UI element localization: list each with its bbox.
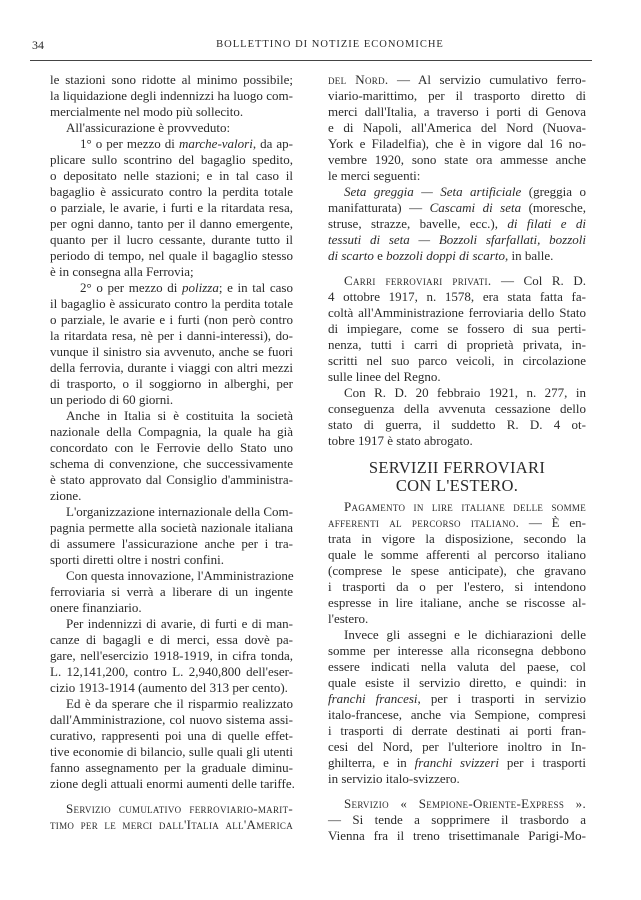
text-line: SERVIZII FERROVIARI: [368, 458, 546, 477]
text-line: e di Napoli, all'America del Nord (Nuova-: [328, 120, 586, 135]
italic-text: Seta greggia — Seta artificiale: [344, 184, 522, 199]
text: — Col R. D.: [491, 273, 586, 288]
text-line: nenza, tutti i carri di proprietà privata, in-: [328, 337, 586, 352]
italic-text: franchi francesi: [328, 691, 418, 706]
text: manifatturata) —: [328, 200, 430, 215]
text-line: [328, 248, 586, 264]
text-line: italo-francese, anche via Sempione, compresi: [328, 707, 586, 722]
text-line: trata in vigore la disposizione, secondo la: [328, 531, 586, 546]
text-line: [50, 280, 293, 296]
text-line: di assumere l'assicurazione anche per i tra-: [50, 536, 293, 551]
text-line: curativo, rappresenti poi una di quelle effet-: [50, 728, 293, 743]
text-line: cesi del Nord, per l'ulteriore inoltro in In-: [328, 739, 586, 754]
text-line: è stato approvato dal Consiglio d'amministra-: [50, 472, 293, 487]
text-line: [328, 499, 586, 515]
italic-text: di filati e di: [507, 216, 586, 231]
italic-text: franchi svizzeri: [414, 755, 499, 770]
text-line: tive economie di bilancio, sulle quali gli utenti: [50, 744, 293, 759]
text-line: espresse in lire italiane, anche se riscosse al-: [328, 595, 586, 610]
text-line: concordato con le Ferrovie dello Stato uno: [50, 440, 293, 455]
text-line: di trasporto, o il soggiorno in alberghi, per: [50, 376, 293, 391]
text: (moresche,: [521, 200, 586, 215]
text-line: sulle linee del Regno.: [328, 369, 441, 384]
text-line: Con R. D. 20 febbraio 1921, n. 277, in: [344, 385, 586, 400]
text-line: cizio 1913-1914 (aumento del 313 per cento).: [50, 680, 288, 695]
section-title: [328, 459, 586, 495]
text: (greggia o: [521, 184, 586, 199]
small-caps-heading: Carri ferroviari privati.: [344, 273, 492, 288]
text-line: vembre 1920, sono state ora ammesse anche: [328, 152, 586, 167]
text-line: o parziale, le avarie, i furti e la ritardata resa,: [50, 200, 293, 215]
paragraph: [50, 504, 293, 568]
text-line: L. 12,141,200, contro L. 2,940,800 dell'eser-: [50, 664, 293, 679]
text-line: [50, 801, 293, 817]
text-line: plicare sullo scontrino del bagaglio spedito,: [50, 152, 293, 167]
text-line: 4 ottobre 1917, n. 1578, era stata fatta fa-: [328, 289, 586, 304]
small-caps-heading: Pagamento in lire italiane delle somme: [344, 499, 586, 514]
text-line: gare, nell'esercizio 1918-1919, in cifra tonda,: [50, 648, 293, 663]
text-line: zione degli attuali enormi aumenti delle tariffe.: [50, 776, 295, 791]
text-line: essere indicati nella valuta del paese, col: [328, 659, 586, 674]
text-line: fanno assegnamento per la graduale diminu-: [50, 760, 293, 775]
text-line: in servizio italo-svizzero.: [328, 771, 460, 786]
text-line: Con questa innovazione, l'Amministrazione: [66, 568, 294, 583]
text-line: mercialmente nel modo più sollecito.: [50, 104, 244, 119]
paragraph: [50, 568, 293, 616]
small-caps-heading: Servizio cumulativo ferroviario-marit-: [66, 801, 293, 816]
text-line: viario-marittimo, per il trasporto diretto di: [328, 88, 586, 103]
text-line: Anche in Italia si è costituita la società: [66, 408, 293, 423]
italic-text: di scarto: [328, 248, 374, 263]
text-line: [328, 755, 586, 771]
text-line: merci dall'Italia, a traverso i porti di Genova: [328, 104, 586, 119]
text-line: quale esiste il servizio diretto, e quindi: in: [328, 675, 586, 690]
text-line: [328, 184, 586, 200]
text-line: [328, 691, 586, 707]
small-caps-heading: Servizio « Sempione-Oriente-Express ».: [344, 796, 586, 811]
text-line: dall'Amministrazione, col nuovo sistema assi-: [50, 712, 293, 727]
small-caps-heading: afferenti al percorso italiano.: [328, 515, 520, 530]
text-line: sporti diretti oltre i nostri confini.: [50, 552, 225, 567]
text-line: della ferrovia, durante i viaggi con altri mezzi: [50, 360, 293, 375]
text-line: [50, 817, 293, 833]
text-line: i trasporti da o per l'estero, si intendono: [328, 579, 586, 594]
italic-text: Cascami di seta: [429, 200, 522, 215]
text-line: di impiegare, come se fossero di sua perti-: [328, 321, 586, 336]
text-line: canze di bagagli e di merci, essa dovè pa-: [50, 632, 293, 647]
text-line: Invece gli assegni e le dichiarazioni delle: [344, 627, 586, 642]
text-line: [328, 515, 586, 531]
text-line: [328, 200, 586, 216]
text-line: l'estero.: [328, 611, 369, 626]
italic-text: marche-valori: [178, 136, 253, 151]
paragraph: [50, 280, 293, 408]
small-caps-heading: timo per le merci dall'Italia all'America: [50, 817, 293, 832]
text-line: zione.: [50, 488, 82, 503]
paragraph: [328, 273, 586, 385]
text-line: All'assicurazione è provveduto:: [66, 120, 231, 135]
paragraph: [50, 120, 293, 136]
text-line: il bagaglio è assicurato contro la perdita totale: [50, 296, 293, 311]
text: per i trasporti: [499, 755, 586, 770]
text-line: (comprese le spese anticipate), che gravano: [328, 563, 586, 578]
italic-text: bozzoli doppi di scarto: [386, 248, 505, 263]
paragraph: [328, 385, 586, 449]
text-line: schema di convenzione, che successivamente: [50, 456, 293, 471]
text-line: Vienna fra il treno trisettimanale Parigi-Mo-: [328, 828, 586, 843]
text-line: la liquidazione degli indennizzi ha luogo com-: [50, 88, 293, 103]
text-line: vunque il sinistro sia avvenuto, anche se fuori: [50, 344, 293, 359]
text: — È en-: [519, 515, 586, 530]
text-line: per ogni danno, tanto per il danno emergente,: [50, 216, 293, 231]
text-line: — Si tende a sopprimere il trasbordo a: [328, 812, 586, 827]
paragraph: [50, 801, 293, 833]
text-line: CON L'ESTERO.: [395, 476, 519, 495]
text-line: stato di guerra, il suddetto R. D. 4 ot-: [328, 417, 586, 432]
text-line: York e Filadelfia), che è in vigore dal 16 no-: [328, 136, 586, 151]
paragraph: [328, 627, 586, 787]
text-line: pagnia permette alla società nazionale italiana: [50, 520, 293, 535]
paragraph: [328, 72, 586, 184]
text-line: Ed è da sperare che il risparmio realizzato: [66, 696, 293, 711]
text: 2° o per mezzo di: [80, 280, 183, 295]
text: , per i trasporti in servizio: [417, 691, 586, 706]
text: 1° o per mezzo di: [80, 136, 179, 151]
paragraph: [50, 72, 293, 120]
paragraph: [50, 408, 293, 504]
italic-text: tessuti di seta — Bozzoli sfarfallati, bozzoli: [328, 232, 586, 247]
running-title: BOLLETTINO DI NOTIZIE ECONOMICHE: [216, 39, 444, 50]
right-column: [328, 72, 586, 844]
text: — Al servizio cumulativo ferro-: [388, 72, 586, 87]
text-line: Per indennizzi di avarie, di furti e di man-: [66, 616, 293, 631]
text-line: tobre 1917 è stato abrogato.: [328, 433, 473, 448]
text-line: le stazioni sono ridotte al minimo possibile;: [50, 72, 293, 87]
paragraph: [50, 616, 293, 696]
text-line: i trasporti di derrate destinati ai porti fran-: [328, 723, 586, 738]
text-line: la ritardata resa, nè per i danni-interessi), do-: [50, 328, 293, 343]
text-line: [328, 273, 586, 289]
text-line: le merci seguenti:: [328, 168, 421, 183]
text-line: coltà all'Amministrazione ferroviaria dello Stato: [328, 305, 586, 320]
text-line: bagaglio è assicurato contro la perdita totale: [50, 184, 293, 199]
small-caps-heading: del Nord.: [328, 72, 389, 87]
text: ghilterra, e in: [328, 755, 415, 770]
text-line: o depositato nelle stazioni; e in tal caso il: [50, 168, 293, 183]
text-line: periodo di tempo, nel quale il bagaglio stesso: [50, 248, 293, 263]
text-line: [328, 232, 586, 248]
text-line: un periodo di 60 giorni.: [50, 392, 174, 407]
paragraph: [328, 796, 586, 844]
text-line: ferroviaria si verrà a liberare di un ingente: [50, 584, 293, 599]
text: e: [373, 248, 387, 263]
text-line: somme per interesse alla riconsegna debbono: [328, 643, 586, 658]
text-line: nazionale della Compagnia, la quale ha già: [50, 424, 293, 439]
text-line: o parziale, le avarie e i furti (non però contro: [50, 312, 293, 327]
text-line: [50, 136, 293, 152]
text: ; e in tal caso: [218, 280, 293, 295]
paragraph: [328, 184, 586, 264]
text-line: quale le somme afferenti al percorso italiano: [328, 547, 586, 562]
text-line: [328, 72, 586, 88]
text-line: [328, 796, 586, 812]
text-line: è in consegna alla Ferrovia;: [50, 264, 194, 279]
text-line: conseguenza della avvenuta cessazione dello: [328, 401, 586, 416]
paragraph: [328, 499, 586, 627]
text: , da ap-: [252, 136, 293, 151]
text: struse, strazze, bavelle, ecc.),: [328, 216, 508, 231]
left-column: [50, 72, 293, 833]
text-line: onere finanziario.: [50, 600, 142, 615]
paragraph: [50, 136, 293, 280]
paragraph: [50, 696, 293, 792]
text-line: [328, 216, 586, 232]
text-line: scritti nel suo parco veicoli, in circolazione: [328, 353, 586, 368]
text: , in balle.: [504, 248, 554, 263]
italic-text: polizza: [182, 280, 219, 295]
page-number: 34: [32, 38, 44, 52]
header-rule: [30, 60, 592, 61]
text-line: quanto per il lucro cessante, durante tutto il: [50, 232, 293, 247]
text-line: L'organizzazione internazionale della Com-: [66, 504, 293, 519]
